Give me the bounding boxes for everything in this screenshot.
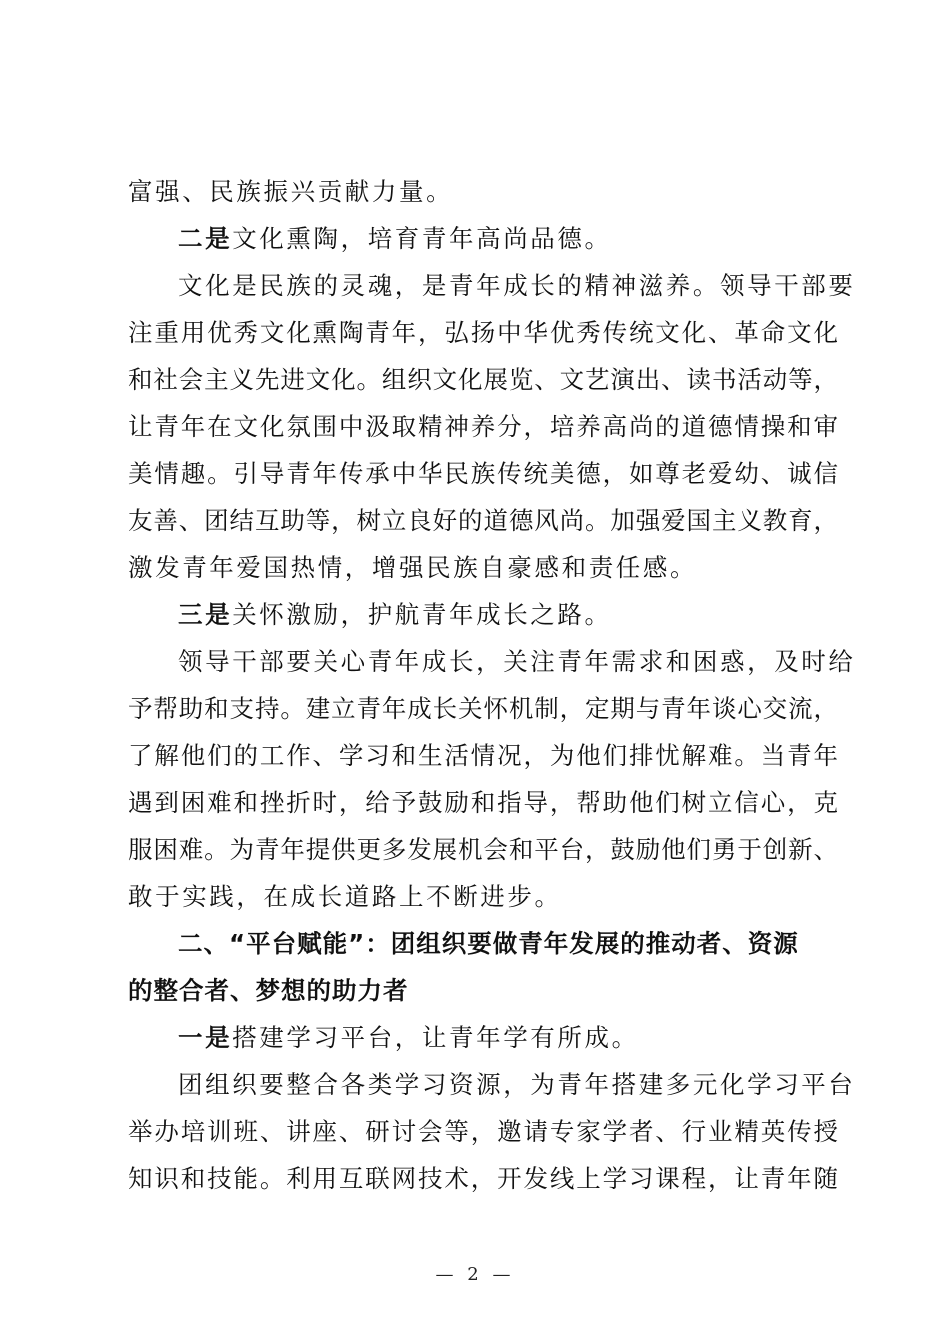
paragraph-line: 美情趣。引导青年传承中华民族传统美德，如尊老爱幼、诚信 xyxy=(128,459,838,488)
paragraph-line: 团组织要整合各类学习资源，为青年搭建多元化学习平台 xyxy=(178,1070,856,1099)
section-heading-text: 的整合者、梦想的助力者 xyxy=(128,976,409,1005)
point-title: 文化熏陶，培育青年高尚品德。 xyxy=(232,224,612,253)
paragraph-line: 知识和技能。利用互联网技术，开发线上学习课程，让青年随 xyxy=(128,1164,838,1193)
point-lead: 三是 xyxy=(178,600,233,629)
page-number: — 2 — xyxy=(435,1264,515,1285)
paragraph-line: 友善、团结互助等，树立良好的道德风尚。加强爱国主义教育， xyxy=(128,506,838,535)
paragraph-line: 富强、民族振兴贡献力量。 xyxy=(128,177,454,206)
document-body xyxy=(128,168,856,1202)
section-heading-line xyxy=(128,920,838,967)
point-title: 关怀激励，护航青年成长之路。 xyxy=(232,600,612,629)
section-heading-line xyxy=(128,967,838,1014)
paragraph-line: 服困难。为青年提供更多发展机会和平台，鼓励他们勇于创新、 xyxy=(128,835,838,864)
section-heading-text: 二、“平台赋能”：团组织要做青年发展的推动者、资源 xyxy=(178,929,799,958)
paragraph-line: 激发青年爱国热情，增强民族自豪感和责任感。 xyxy=(128,553,698,582)
point-title: 搭建学习平台，让青年学有所成。 xyxy=(232,1023,639,1052)
point-heading-3 xyxy=(128,591,838,638)
point-heading-1 xyxy=(128,1014,838,1061)
paragraph-line: 举办培训班、讲座、研讨会等，邀请专家学者、行业精英传授 xyxy=(128,1117,838,1146)
paragraph-line: 领导干部要关心青年成长，关注青年需求和困惑，及时给 xyxy=(178,647,856,676)
paragraph-line: 敢于实践，在成长道路上不断进步。 xyxy=(128,882,562,911)
paragraph-line: 文化是民族的灵魂，是青年成长的精神滋养。领导干部要 xyxy=(178,271,856,300)
paragraph-line: 让青年在文化氛围中汲取精神养分，培养高尚的道德情操和审 xyxy=(128,412,838,441)
paragraph-line: 予帮助和支持。建立青年成长关怀机制，定期与青年谈心交流， xyxy=(128,694,838,723)
point-heading-2 xyxy=(128,215,838,262)
paragraph-line: 注重用优秀文化熏陶青年，弘扬中华优秀传统文化、革命文化 xyxy=(128,318,838,347)
point-lead: 一是 xyxy=(178,1023,233,1052)
paragraph-line: 和社会主义先进文化。组织文化展览、文艺演出、读书活动等， xyxy=(128,365,838,394)
paragraph-line: 了解他们的工作、学习和生活情况，为他们排忧解难。当青年 xyxy=(128,741,838,770)
paragraph-line: 遇到困难和挫折时，给予鼓励和指导，帮助他们树立信心，克 xyxy=(128,788,838,817)
point-lead: 二是 xyxy=(178,224,233,253)
